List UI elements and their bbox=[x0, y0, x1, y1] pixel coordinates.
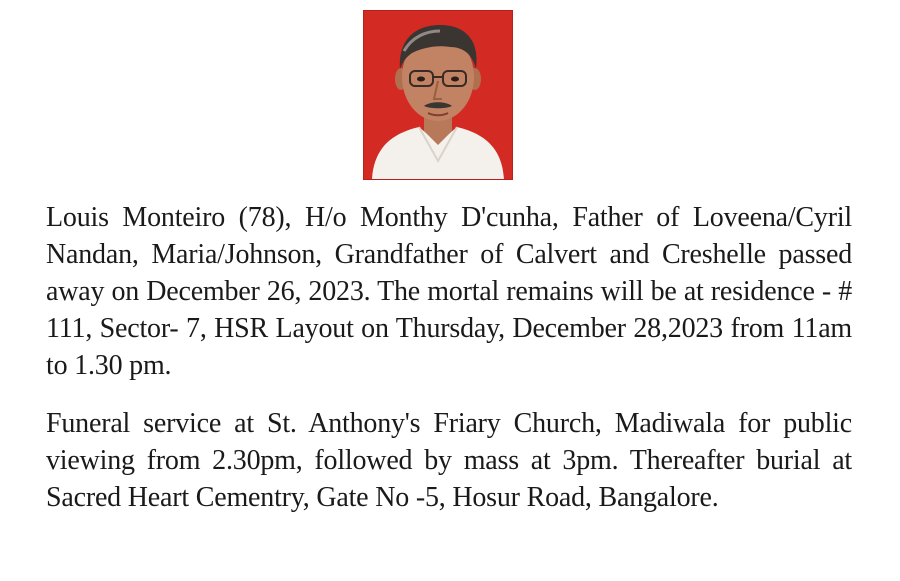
obituary-details-paragraph: Louis Monteiro (78), H/o Monthy D'cunha, Father of Loveena/Cyril Nandan, Maria/Johnson, Grandfather of Calvert and Creshelle passed away on December 26, 2023. The mortal remains will be at residence - # 111, Sector- 7, HSR Layout on Thursday, December 28,2023 from 11am to 1.30 pm. bbox=[46, 202, 852, 381]
portrait-illustration bbox=[364, 11, 512, 179]
funeral-service-paragraph: Funeral service at St. Anthony's Friary Church, Madiwala for public viewing from 2.30pm, followed by mass at 3pm. Thereafter burial at Sacred Heart Cementry, Gate No -5, Hosur Road, Bangalore. bbox=[46, 408, 852, 513]
portrait-photo bbox=[363, 10, 513, 180]
